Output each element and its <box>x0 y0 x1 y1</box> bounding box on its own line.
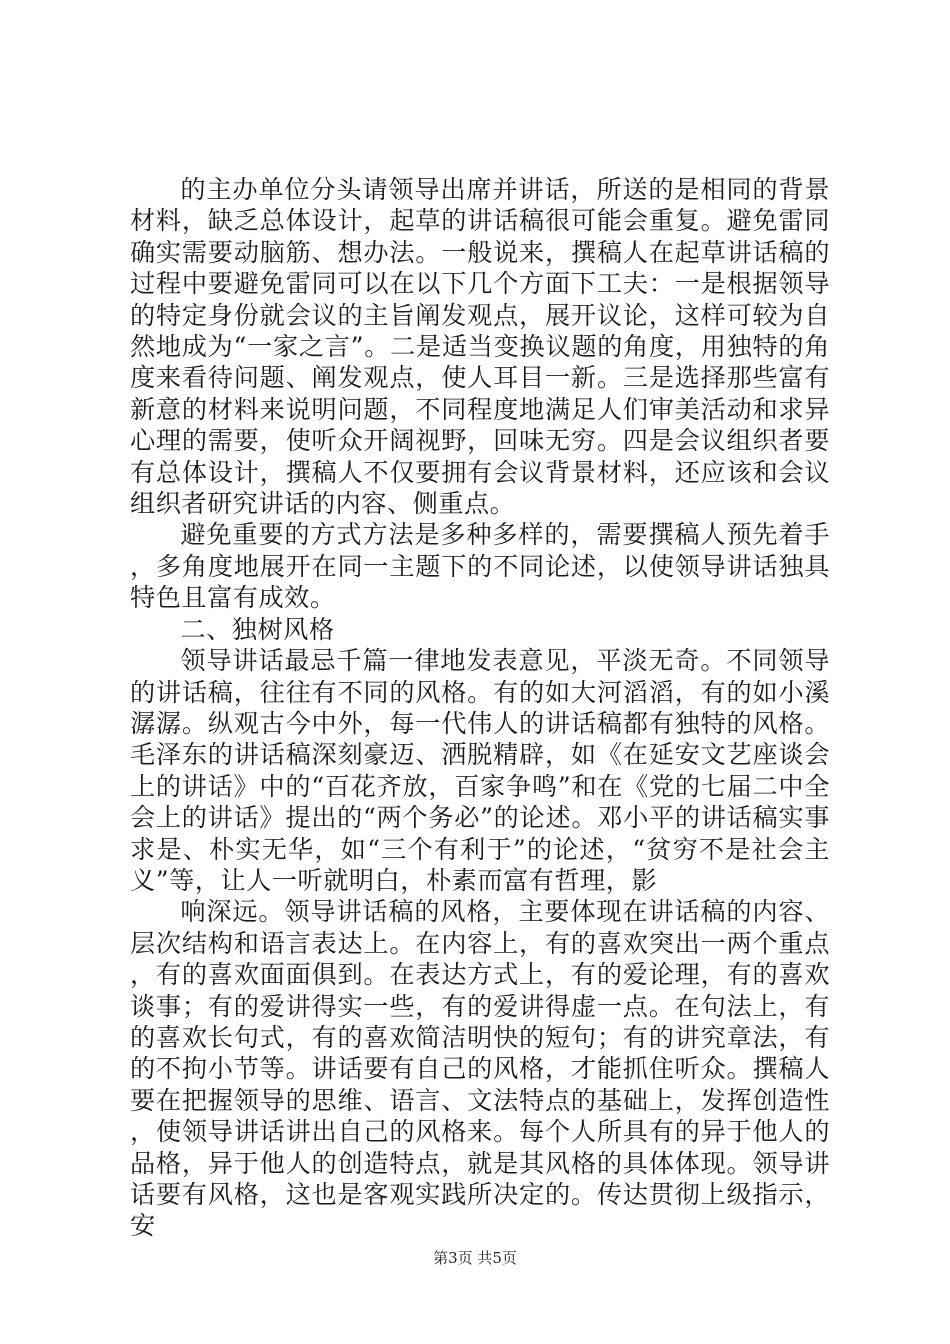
paragraph-avoid-duplication: 的主办单位分头请领导出席并讲话，所送的是相同的背景材料，缺乏总体设计，起草的讲话稿很可能会重复。避免雷同确实需要动脑筋、想办法。一般说来，撰稿人在起草讲话稿的过程中要避免雷同可以在以下几个方面下工夫：一是根据领导的特定身份就会议的主旨阐发观点，展开议论，这样可较为自然地成为“一家之言”。二是适当变换议题的角度，用独特的角度来看待问题、阐发观点，使人耳目一新。三是选择那些富有新意的材料来说明问题，不同程度地满足人们审美活动和求异心理的需要，使听众开阔视野，回味无穷。四是会议组织者要有总体设计，撰稿人不仅要拥有会议背景材料，还应该和会议组织者研究讲话的内容、侧重点。 <box>130 175 830 519</box>
paragraph-style-aspects: 响深远。领导讲话稿的风格，主要体现在讲话稿的内容、层次结构和语言表达上。在内容上，有的喜欢突出一两个重点，有的喜欢面面俱到。在表达方式上，有的爱论理，有的喜欢谈事；有的爱讲得实一些，有的爱讲得虚一点。在句法上，有的喜欢长句式，有的喜欢简洁明快的短句；有的讲究章法，有的不拘小节等。讲话要有自己的风格，才能抓住听众。撰稿人要在把握领导的思维、语言、文法特点的基础上，发挥创造性，使领导讲话讲出自己的风格来。每个人所具有的异于他人的品格，异于他人的创造特点，就是其风格的具体体现。领导讲话要有风格，这也是客观实践所决定的。传达贯彻上级指示，安 <box>130 897 830 1241</box>
paragraph-avoid-methods: 避免重要的方式方法是多种多样的，需要撰稿人预先着手，多角度地展开在同一主题下的不同论述，以使领导讲话独具特色且富有成效。 <box>130 520 830 613</box>
paragraph-leader-speech-style: 领导讲话最忌千篇一律地发表意见，平淡无奇。不同领导的讲话稿，往往有不同的风格。有的如大河滔滔，有的如小溪潺潺。纵观古今中外，每一代伟人的讲话稿都有独特的风格。毛泽东的讲话稿深刻豪迈、洒脱精辟，如《在延安文艺座谈会上的讲话》中的“百花齐放，百家争鸣”和在《党的七届二中全会上的讲话》提出的“两个务必”的论述。邓小平的讲话稿实事求是、朴实无华，如“三个有利于”的论述，“贫穷不是社会主义”等，让人一听就明白，朴素而富有哲理，影 <box>130 646 830 895</box>
page-number-footer: 第3页 共5页 <box>433 1249 517 1267</box>
body-text <box>130 174 830 1242</box>
section-heading-unique-style: 二、独树风格 <box>180 614 335 644</box>
